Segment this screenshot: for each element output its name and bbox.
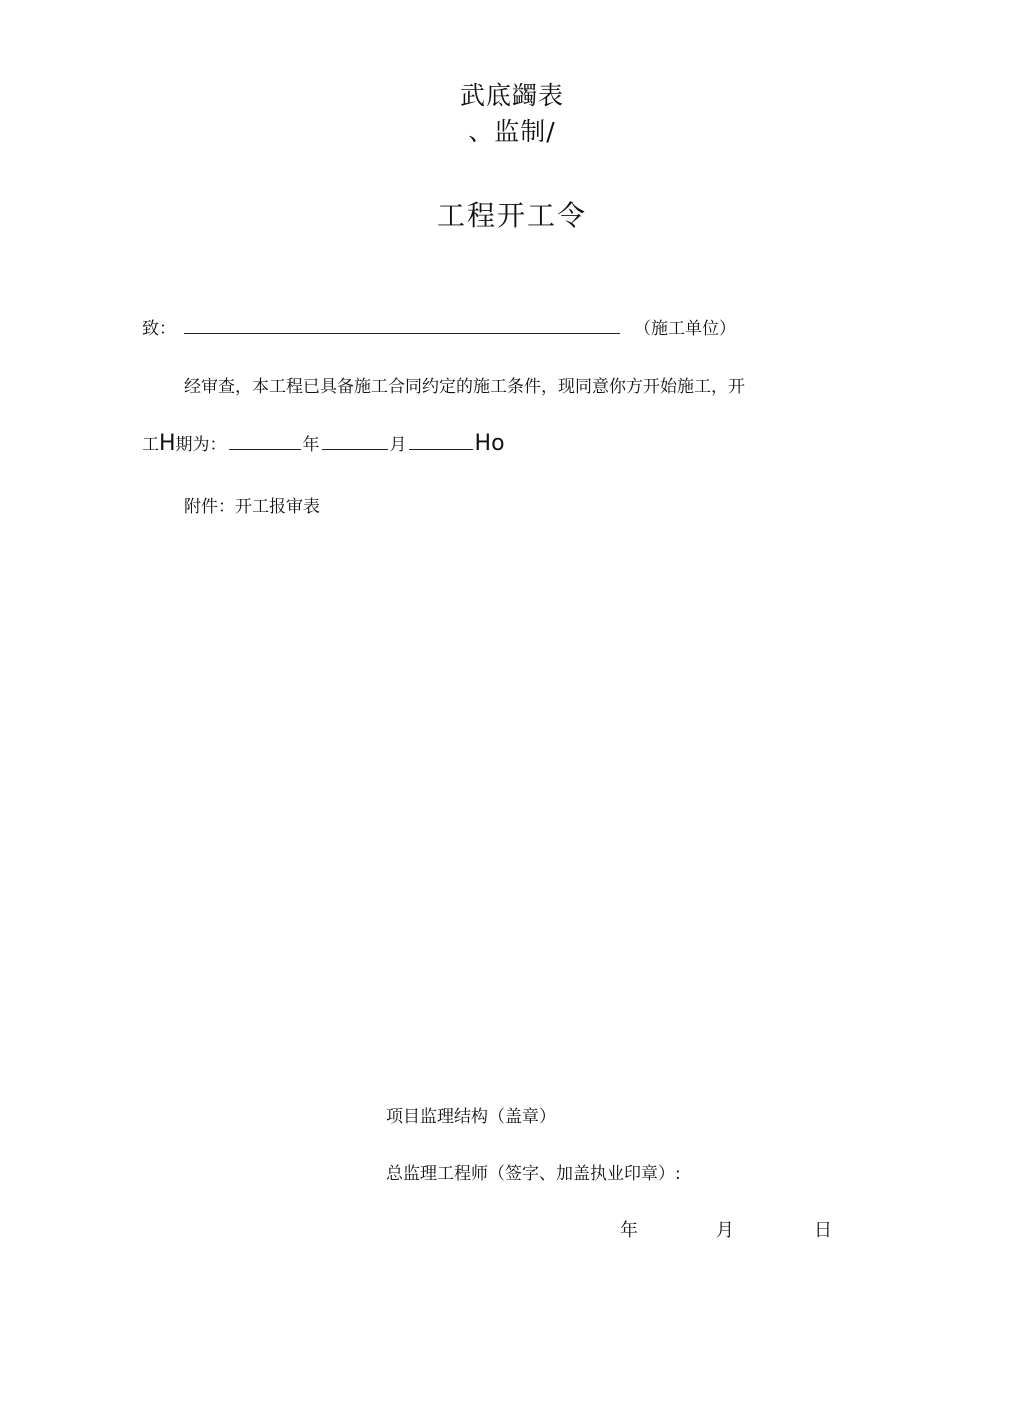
month-label: 月 — [389, 435, 407, 455]
header-line-2: 、监制/ — [468, 117, 556, 146]
start-date-line — [142, 430, 505, 456]
date-prefix-big: H — [159, 431, 176, 456]
supervision-org-signature: 项目监理结构（盖章） — [386, 1107, 556, 1127]
approval-sentence: 经审查，本工程已具备施工合同约定的施工条件，现同意你方开始施工，开 — [184, 377, 745, 397]
addressee-prefix: 致： — [142, 319, 176, 339]
year-label: 年 — [302, 435, 320, 455]
document-title: 工程开工令 — [436, 199, 587, 232]
date-prefix-small: 工 — [142, 435, 159, 455]
chief-engineer-signature: 总监理工程师（签字、加盖执业印章）: — [386, 1164, 681, 1184]
header-line-1: 武底蠲表 — [459, 81, 564, 110]
attachment-line: 附件：开工报审表 — [184, 497, 320, 517]
addressee-line — [142, 314, 736, 339]
year-blank — [229, 432, 301, 450]
signature-year-label: 年 — [620, 1220, 638, 1241]
signature-day-label: 日 — [814, 1220, 832, 1241]
addressee-blank — [184, 317, 620, 334]
month-blank — [322, 432, 388, 450]
signature-month-label: 月 — [716, 1220, 734, 1241]
day-blank — [409, 432, 473, 450]
addressee-suffix: （施工单位） — [634, 319, 736, 339]
date-prefix-rest: 期为： — [175, 435, 227, 455]
day-text: Ho — [474, 431, 505, 456]
